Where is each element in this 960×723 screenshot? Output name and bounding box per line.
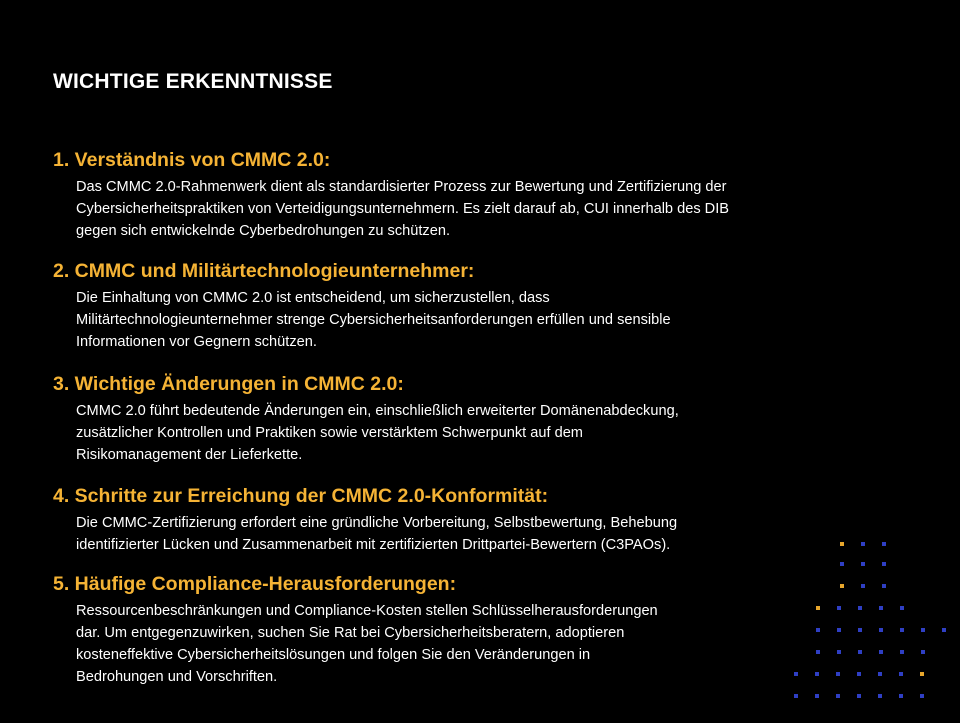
- decorative-dot: [861, 562, 865, 566]
- body-line: Risikomanagement der Lieferkette.: [76, 447, 303, 463]
- decorative-dot: [899, 672, 903, 676]
- decorative-dot: [878, 672, 882, 676]
- decorative-dot: [882, 584, 886, 588]
- decorative-dot: [840, 542, 844, 546]
- takeaway-body: [76, 400, 863, 466]
- decorative-dot: [920, 694, 924, 698]
- decorative-dot: [837, 606, 841, 610]
- decorative-dot: [840, 562, 844, 566]
- body-line: Bedrohungen und Vorschriften.: [76, 669, 278, 685]
- decorative-dot: [900, 628, 904, 632]
- decorative-dot: [900, 650, 904, 654]
- body-line: Die CMMC-Zertifizierung erfordert eine gründliche Vorbereitung, Selbstbewertung, Behebung: [76, 515, 678, 531]
- takeaway-body: [76, 176, 863, 242]
- takeaway-heading: 3. Wichtige Änderungen in CMMC 2.0:: [53, 373, 404, 395]
- decorative-dot: [858, 628, 862, 632]
- decorative-dot: [794, 694, 798, 698]
- body-line: Ressourcenbeschränkungen und Compliance-Kosten stellen Schlüsselherausforderungen: [76, 603, 658, 619]
- decorative-dot: [879, 606, 883, 610]
- takeaway-item-2: [53, 259, 863, 353]
- body-line: gegen sich entwickelnde Cyberbedrohungen zu schützen.: [76, 223, 451, 239]
- decorative-dot: [794, 672, 798, 676]
- decorative-dot: [840, 584, 844, 588]
- decorative-dot: [882, 562, 886, 566]
- decorative-dot: [836, 694, 840, 698]
- decorative-dot: [942, 628, 946, 632]
- takeaway-body: [76, 287, 863, 353]
- body-line: Die Einhaltung von CMMC 2.0 ist entscheidend, um sicherzustellen, dass: [76, 290, 550, 306]
- takeaway-heading: 5. Häufige Compliance-Herausforderungen:: [53, 573, 457, 595]
- body-line: Informationen vor Gegnern schützen.: [76, 334, 317, 350]
- decorative-dot: [899, 694, 903, 698]
- decorative-dot: [816, 650, 820, 654]
- takeaway-item-4: [53, 484, 863, 556]
- body-line: dar. Um entgegenzuwirken, suchen Sie Rat bei Cybersicherheitsberatern, adoptieren: [76, 625, 625, 641]
- takeaway-item-5: [53, 572, 863, 688]
- takeaway-body: [76, 600, 863, 688]
- takeaway-item-1: [53, 148, 863, 242]
- page-title: WICHTIGE ERKENNTNISSE: [53, 70, 333, 93]
- decorative-dot: [857, 672, 861, 676]
- decorative-dot: [920, 672, 924, 676]
- body-line: Cybersicherheitspraktiken von Verteidigungsunternehmern. Es zielt darauf ab, CUI innerhalb des DIB: [76, 201, 730, 217]
- decorative-dot: [921, 650, 925, 654]
- decorative-dot: [858, 650, 862, 654]
- body-line: zusätzlicher Kontrollen und Praktiken sowie verstärktem Schwerpunkt auf dem: [76, 425, 583, 441]
- decorative-dot: [836, 672, 840, 676]
- decorative-dot: [882, 542, 886, 546]
- decorative-dot: [861, 584, 865, 588]
- decorative-dot: [921, 628, 925, 632]
- body-line: Das CMMC 2.0-Rahmenwerk dient als standardisierter Prozess zur Bewertung und Zertifizierung der: [76, 179, 727, 195]
- decorative-dot: [858, 606, 862, 610]
- decorative-dot: [816, 606, 820, 610]
- decorative-dot: [857, 694, 861, 698]
- takeaway-heading: 1. Verständnis von CMMC 2.0:: [53, 149, 331, 171]
- decorative-dot: [837, 650, 841, 654]
- takeaway-body: [76, 512, 863, 556]
- body-line: Militärtechnologieunternehmer strenge Cybersicherheitsanforderungen erfüllen und sensible: [76, 312, 671, 328]
- decorative-dot-grid: [780, 530, 960, 723]
- decorative-dot: [861, 542, 865, 546]
- decorative-dot: [815, 672, 819, 676]
- decorative-dot: [879, 628, 883, 632]
- decorative-dot: [815, 694, 819, 698]
- takeaway-heading: 2. CMMC und Militärtechnologieunternehmer:: [53, 260, 475, 282]
- body-line: CMMC 2.0 führt bedeutende Änderungen ein, einschließlich erweiterter Domänenabdeckung,: [76, 403, 679, 419]
- body-line: identifizierter Lücken und Zusammenarbeit mit zertifizierten Drittpartei-Bewertern (C3PAOs).: [76, 537, 671, 553]
- decorative-dot: [900, 606, 904, 610]
- body-line: kosteneffektive Cybersicherheitslösungen und folgen Sie den Veränderungen in: [76, 647, 591, 663]
- takeaway-heading: 4. Schritte zur Erreichung der CMMC 2.0-Konformität:: [53, 485, 549, 507]
- takeaway-item-3: [53, 372, 863, 466]
- decorative-dot: [878, 694, 882, 698]
- decorative-dot: [879, 650, 883, 654]
- decorative-dot: [816, 628, 820, 632]
- decorative-dot: [837, 628, 841, 632]
